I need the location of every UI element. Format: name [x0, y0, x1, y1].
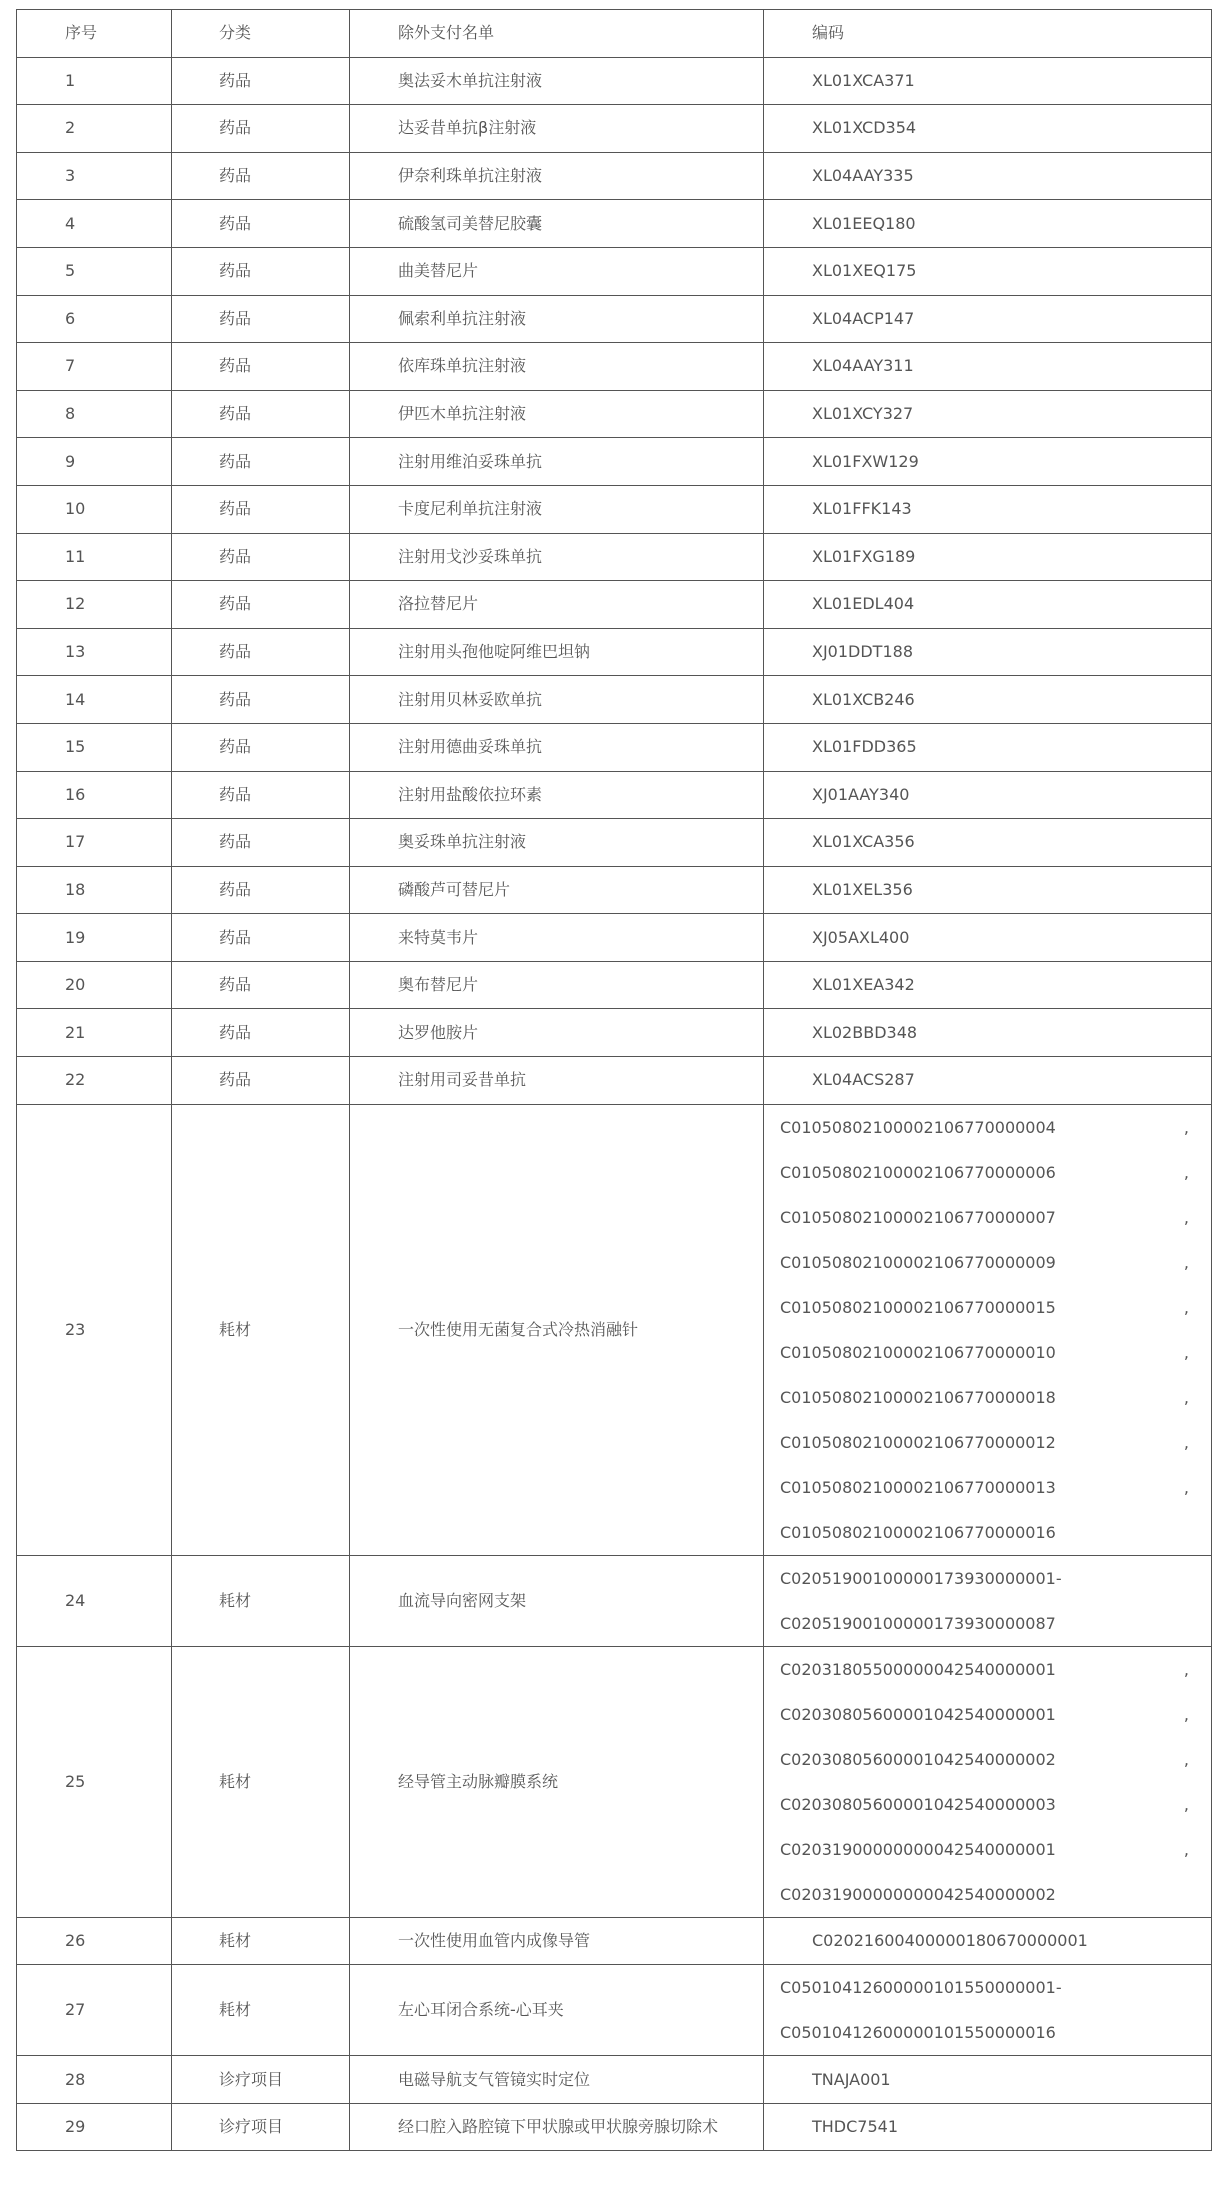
row-number: 19 [17, 914, 172, 962]
row-code-cell: XL01XEA342 [764, 961, 1212, 1009]
row-category: 药品 [172, 200, 350, 248]
code-line: C01050802100002106770000016 [780, 1522, 1056, 1542]
row-code-cell [764, 1646, 1212, 1917]
table-header-row [17, 10, 1212, 58]
row-exclusion-name: 来特莫韦片 [350, 914, 764, 962]
row-exclusion-name: 依库珠单抗注射液 [350, 343, 764, 391]
row-code-cell [764, 1104, 1212, 1555]
table-row [17, 676, 1212, 724]
table-row [17, 2056, 1212, 2104]
row-number: 2 [17, 105, 172, 153]
table-row [17, 105, 1212, 153]
row-code-cell: XL01EEQ180 [764, 200, 1212, 248]
table-row [17, 1917, 1212, 1965]
row-exclusion-name: 注射用戈沙妥珠单抗 [350, 533, 764, 581]
row-exclusion-name: 经口腔入路腔镜下甲状腺或甲状腺旁腺切除术 [350, 2103, 764, 2151]
row-category: 药品 [172, 1009, 350, 1057]
row-number: 12 [17, 581, 172, 629]
row-exclusion-name: 注射用德曲妥珠单抗 [350, 723, 764, 771]
row-category: 药品 [172, 961, 350, 1009]
table-body [17, 57, 1212, 2151]
row-number: 20 [17, 961, 172, 1009]
table-row [17, 914, 1212, 962]
header-number: 序号 [17, 10, 172, 58]
row-code-cell: XL01XCY327 [764, 390, 1212, 438]
row-code-cell: XL01XCB246 [764, 676, 1212, 724]
row-category: 药品 [172, 152, 350, 200]
table-row [17, 343, 1212, 391]
row-code-cell: XL01XCA371 [764, 57, 1212, 105]
table-row [17, 1009, 1212, 1057]
row-number: 7 [17, 343, 172, 391]
row-exclusion-name: 伊奈利珠单抗注射液 [350, 152, 764, 200]
code-line: C02031900000000042540000002 [780, 1884, 1056, 1904]
row-code-cell: XL01XCD354 [764, 105, 1212, 153]
table-row [17, 2103, 1212, 2151]
row-code-cell: XL04ACS287 [764, 1057, 1212, 1105]
table-row [17, 1057, 1212, 1105]
code-line: C01050802100002106770000015 , [780, 1297, 1189, 1317]
row-number: 15 [17, 723, 172, 771]
row-category: 药品 [172, 866, 350, 914]
row-category: 耗材 [172, 1104, 350, 1555]
code-line: C01050802100002106770000010 , [780, 1342, 1189, 1362]
row-number: 27 [17, 1965, 172, 2056]
row-code-cell: XJ05AXL400 [764, 914, 1212, 962]
table-row [17, 819, 1212, 867]
row-category: 诊疗项目 [172, 2056, 350, 2104]
table-row [17, 533, 1212, 581]
row-number: 21 [17, 1009, 172, 1057]
table-row [17, 771, 1212, 819]
row-code-cell: XJ01DDT188 [764, 628, 1212, 676]
table-row [17, 723, 1212, 771]
row-code-cell: XL01EDL404 [764, 581, 1212, 629]
row-exclusion-name: 左心耳闭合系统-心耳夹 [350, 1965, 764, 2056]
row-number: 5 [17, 247, 172, 295]
row-code-cell [764, 1555, 1212, 1646]
row-number: 1 [17, 57, 172, 105]
row-category: 药品 [172, 819, 350, 867]
row-exclusion-name: 硫酸氢司美替尼胶囊 [350, 200, 764, 248]
row-exclusion-name: 伊匹木单抗注射液 [350, 390, 764, 438]
row-code-cell: THDC7541 [764, 2103, 1212, 2151]
code-line: C02031805500000042540000001 , [780, 1659, 1189, 1679]
row-number: 29 [17, 2103, 172, 2151]
table-row [17, 1104, 1212, 1555]
row-number: 4 [17, 200, 172, 248]
row-category: 药品 [172, 57, 350, 105]
code-line: C02051900100000173930000087 [780, 1613, 1056, 1633]
row-code-cell: XL01XCA356 [764, 819, 1212, 867]
row-number: 17 [17, 819, 172, 867]
header-category: 分类 [172, 10, 350, 58]
code-line: C05010412600000101550000016 [780, 2023, 1056, 2043]
code-line: C01050802100002106770000013 , [780, 1477, 1189, 1497]
row-number: 25 [17, 1646, 172, 1917]
table-row [17, 57, 1212, 105]
row-category: 药品 [172, 771, 350, 819]
row-exclusion-name: 奥妥珠单抗注射液 [350, 819, 764, 867]
row-number: 3 [17, 152, 172, 200]
table-row [17, 390, 1212, 438]
code-line: C02030805600001042540000003 , [780, 1794, 1189, 1814]
row-code-cell: XL01XEL356 [764, 866, 1212, 914]
table-row [17, 200, 1212, 248]
row-code-cell: XL02BBD348 [764, 1009, 1212, 1057]
table-row [17, 438, 1212, 486]
row-exclusion-name: 一次性使用血管内成像导管 [350, 1917, 764, 1965]
row-number: 14 [17, 676, 172, 724]
row-number: 18 [17, 866, 172, 914]
exclusion-list-table [16, 9, 1212, 2151]
row-category: 药品 [172, 390, 350, 438]
row-category: 诊疗项目 [172, 2103, 350, 2151]
code-line: C01050802100002106770000004 , [780, 1117, 1189, 1137]
code-line: C02051900100000173930000001- [780, 1568, 1062, 1588]
table-row [17, 961, 1212, 1009]
row-code-cell: XL01FXW129 [764, 438, 1212, 486]
row-number: 22 [17, 1057, 172, 1105]
row-exclusion-name: 注射用贝林妥欧单抗 [350, 676, 764, 724]
table-row [17, 152, 1212, 200]
row-exclusion-name: 血流导向密网支架 [350, 1555, 764, 1646]
table-row [17, 485, 1212, 533]
table-row [17, 628, 1212, 676]
row-exclusion-name: 奥布替尼片 [350, 961, 764, 1009]
row-exclusion-name: 电磁导航支气管镜实时定位 [350, 2056, 764, 2104]
row-code-cell: C02021600400000180670000001 [764, 1917, 1212, 1965]
row-code-cell: XL01FXG189 [764, 533, 1212, 581]
row-exclusion-name: 达妥昔单抗β注射液 [350, 105, 764, 153]
row-code-cell [764, 1965, 1212, 2056]
row-number: 11 [17, 533, 172, 581]
code-line: C02030805600001042540000001 , [780, 1704, 1189, 1724]
row-number: 16 [17, 771, 172, 819]
row-code-cell: XL04AAY335 [764, 152, 1212, 200]
code-line: C01050802100002106770000018 , [780, 1387, 1189, 1407]
row-number: 28 [17, 2056, 172, 2104]
row-exclusion-name: 卡度尼利单抗注射液 [350, 485, 764, 533]
row-number: 6 [17, 295, 172, 343]
row-number: 10 [17, 485, 172, 533]
row-category: 耗材 [172, 1965, 350, 2056]
code-line: C02030805600001042540000002 , [780, 1749, 1189, 1769]
row-category: 耗材 [172, 1555, 350, 1646]
row-exclusion-name: 佩索利单抗注射液 [350, 295, 764, 343]
row-category: 药品 [172, 485, 350, 533]
table-row [17, 1646, 1212, 1917]
row-exclusion-name: 一次性使用无菌复合式冷热消融针 [350, 1104, 764, 1555]
table-row [17, 1965, 1212, 2056]
row-category: 药品 [172, 723, 350, 771]
table-row [17, 295, 1212, 343]
row-exclusion-name: 注射用维泊妥珠单抗 [350, 438, 764, 486]
row-category: 药品 [172, 295, 350, 343]
row-category: 药品 [172, 676, 350, 724]
row-code-cell: XL04ACP147 [764, 295, 1212, 343]
row-category: 药品 [172, 581, 350, 629]
row-category: 药品 [172, 1057, 350, 1105]
code-line: C02031900000000042540000001 , [780, 1839, 1189, 1859]
row-category: 药品 [172, 914, 350, 962]
code-line: C01050802100002106770000006 , [780, 1162, 1189, 1182]
header-code: 编码 [764, 10, 1212, 58]
row-code-cell: XL01FFK143 [764, 485, 1212, 533]
row-code-cell: XL01FDD365 [764, 723, 1212, 771]
row-number: 26 [17, 1917, 172, 1965]
row-category: 药品 [172, 438, 350, 486]
row-category: 药品 [172, 343, 350, 391]
row-exclusion-name: 达罗他胺片 [350, 1009, 764, 1057]
row-code-cell: TNAJA001 [764, 2056, 1212, 2104]
row-exclusion-name: 奥法妥木单抗注射液 [350, 57, 764, 105]
row-code-cell: XJ01AAY340 [764, 771, 1212, 819]
header-exclusion-name: 除外支付名单 [350, 10, 764, 58]
table-row [17, 247, 1212, 295]
row-number: 23 [17, 1104, 172, 1555]
row-number: 24 [17, 1555, 172, 1646]
code-line: C01050802100002106770000012 , [780, 1432, 1189, 1452]
row-exclusion-name: 磷酸芦可替尼片 [350, 866, 764, 914]
row-number: 9 [17, 438, 172, 486]
row-exclusion-name: 曲美替尼片 [350, 247, 764, 295]
row-number: 13 [17, 628, 172, 676]
table-row [17, 1555, 1212, 1646]
row-category: 耗材 [172, 1917, 350, 1965]
row-exclusion-name: 经导管主动脉瓣膜系统 [350, 1646, 764, 1917]
table-row [17, 866, 1212, 914]
row-category: 药品 [172, 247, 350, 295]
row-exclusion-name: 洛拉替尼片 [350, 581, 764, 629]
code-line: C01050802100002106770000009 , [780, 1252, 1189, 1272]
row-category: 耗材 [172, 1646, 350, 1917]
row-category: 药品 [172, 105, 350, 153]
row-exclusion-name: 注射用头孢他啶阿维巴坦钠 [350, 628, 764, 676]
row-exclusion-name: 注射用盐酸依拉环素 [350, 771, 764, 819]
row-category: 药品 [172, 533, 350, 581]
row-code-cell: XL01XEQ175 [764, 247, 1212, 295]
row-number: 8 [17, 390, 172, 438]
row-category: 药品 [172, 628, 350, 676]
code-line: C05010412600000101550000001- [780, 1978, 1062, 1998]
table-row [17, 581, 1212, 629]
row-exclusion-name: 注射用司妥昔单抗 [350, 1057, 764, 1105]
code-line: C01050802100002106770000007 , [780, 1207, 1189, 1227]
row-code-cell: XL04AAY311 [764, 343, 1212, 391]
